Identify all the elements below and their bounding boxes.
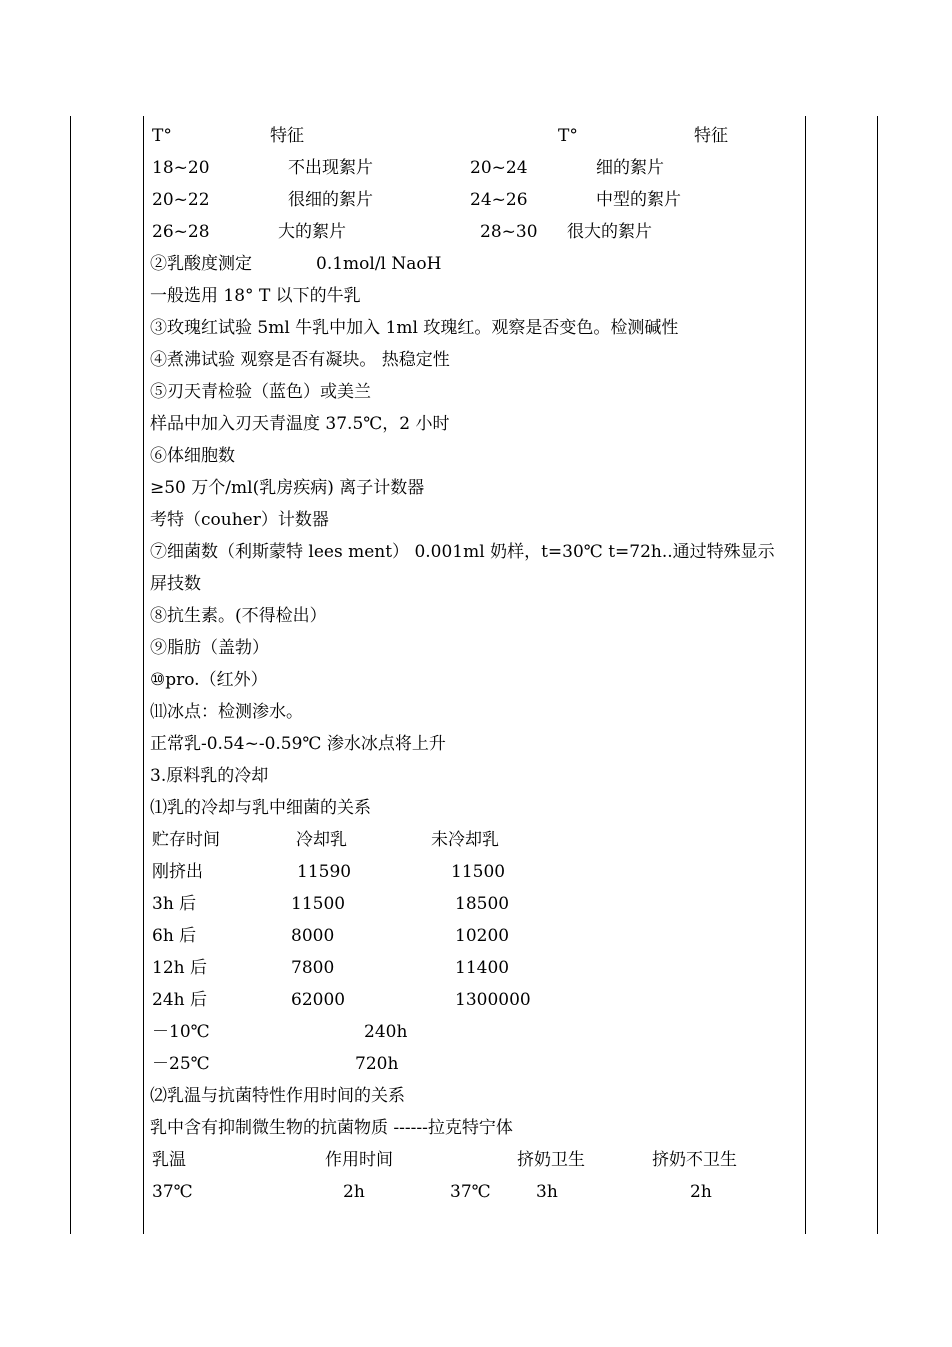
text-cell: ≥50 万个/ml(乳房疾病) 离子计数器 [150, 478, 425, 498]
text-cell: ④煮沸试验 观察是否有凝块。 热稳定性 [150, 350, 450, 370]
text-cell: ⑩pro.（红外） [150, 670, 268, 690]
text-line [0, 382, 952, 414]
text-line [0, 702, 952, 734]
text-cell: 未冷却乳 [431, 830, 499, 850]
text-cell: 刚挤出 [152, 862, 203, 882]
text-line [0, 1086, 952, 1118]
text-cell: ⑴乳的冷却与乳中细菌的关系 [150, 798, 371, 818]
text-line [0, 606, 952, 638]
text-cell: 3h 后 [152, 894, 197, 914]
text-line [0, 254, 952, 286]
text-line [0, 478, 952, 510]
text-line [0, 1054, 952, 1086]
text-line [0, 158, 952, 190]
text-cell: 11400 [455, 958, 510, 978]
text-cell: ⑨脂肪（盖勃） [150, 638, 269, 658]
text-cell: 18500 [455, 894, 510, 914]
text-cell: 挤奶卫生 [517, 1150, 585, 1170]
text-cell: 12h 后 [152, 958, 207, 978]
text-line [0, 1022, 952, 1054]
text-line [0, 926, 952, 958]
text-cell: 62000 [291, 990, 346, 1010]
text-cell: 240h [364, 1022, 408, 1042]
text-cell: 屏技数 [150, 574, 201, 594]
text-cell: 特征 [270, 126, 304, 146]
text-cell: 6h 后 [152, 926, 197, 946]
text-cell: 挤奶不卫生 [652, 1150, 737, 1170]
text-line [0, 126, 952, 158]
text-cell: 2h [343, 1182, 365, 1202]
text-cell: 很细的絮片 [288, 190, 373, 210]
text-cell: 20~24 [470, 158, 528, 178]
text-cell: ③玫瑰红试验 5ml 牛乳中加入 1ml 玫瑰红。观察是否变色。检测碱性 [150, 318, 679, 338]
text-cell: 24~26 [470, 190, 528, 210]
text-cell: 2h [690, 1182, 712, 1202]
text-line [0, 222, 952, 254]
text-cell: 28~30 [480, 222, 538, 242]
text-cell: ⑵乳温与抗菌特性作用时间的关系 [150, 1086, 405, 1106]
text-line [0, 958, 952, 990]
text-cell: ⑧抗生素。(不得检出） [150, 606, 327, 626]
text-cell: ⑥体细胞数 [150, 446, 235, 466]
text-cell: 细的絮片 [596, 158, 664, 178]
text-line [0, 670, 952, 702]
text-line [0, 1150, 952, 1182]
text-line [0, 286, 952, 318]
text-line [0, 542, 952, 574]
text-cell: 3h [536, 1182, 558, 1202]
text-line [0, 894, 952, 926]
text-cell: 26~28 [152, 222, 210, 242]
text-cell: ⑾冰点：检测渗水。 [150, 702, 303, 722]
text-line [0, 638, 952, 670]
text-cell: 3.原料乳的冷却 [150, 766, 269, 786]
text-cell: 8000 [291, 926, 335, 946]
text-cell: T° [152, 126, 172, 146]
text-cell: 冷却乳 [296, 830, 347, 850]
text-line [0, 1118, 952, 1150]
text-line [0, 414, 952, 446]
text-cell: ⑤刃天青检验（蓝色）或美兰 [150, 382, 371, 402]
text-cell: ⑦细菌数（利斯蒙特 lees ment） 0.001ml 奶样，t=30℃ t=72h..通过特殊显示 [150, 542, 775, 562]
text-cell: 1300000 [455, 990, 531, 1010]
text-cell: 0.1mol/l NaoH [316, 254, 442, 274]
text-line [0, 190, 952, 222]
text-cell: 11500 [451, 862, 506, 882]
text-cell: 37℃ [152, 1182, 193, 1202]
text-cell: 乳温 [152, 1150, 186, 1170]
text-line [0, 350, 952, 382]
text-cell: －10℃ [152, 1022, 210, 1042]
text-line [0, 798, 952, 830]
text-cell: 贮存时间 [152, 830, 220, 850]
text-line [0, 766, 952, 798]
text-cell: 考特（couher）计数器 [150, 510, 329, 530]
text-cell: 样品中加入刃天青温度 37.5℃，2 小时 [150, 414, 450, 434]
text-cell: 很大的絮片 [567, 222, 652, 242]
text-cell: 大的絮片 [278, 222, 346, 242]
text-cell: ②乳酸度测定 [150, 254, 252, 274]
text-cell: 7800 [291, 958, 335, 978]
text-cell: 11500 [291, 894, 346, 914]
text-cell: 不出现絮片 [288, 158, 373, 178]
text-cell: 正常乳-0.54~-0.59℃ 渗水冰点将上升 [150, 734, 446, 754]
text-cell: 11590 [297, 862, 352, 882]
text-line [0, 862, 952, 894]
text-cell: 720h [355, 1054, 399, 1074]
text-cell: T° [558, 126, 578, 146]
text-cell: 37℃ [450, 1182, 491, 1202]
text-cell: 18~20 [152, 158, 210, 178]
text-line [0, 574, 952, 606]
text-cell: 乳中含有抑制微生物的抗菌物质 ------拉克特宁体 [150, 1118, 513, 1138]
text-cell: 10200 [455, 926, 510, 946]
text-cell: 一般选用 18° T 以下的牛乳 [150, 286, 361, 306]
text-cell: 作用时间 [325, 1150, 393, 1170]
text-cell: 20~22 [152, 190, 210, 210]
text-line [0, 318, 952, 350]
text-line [0, 1182, 952, 1214]
text-line [0, 446, 952, 478]
text-cell: 24h 后 [152, 990, 207, 1010]
text-line [0, 830, 952, 862]
text-cell: －25℃ [152, 1054, 210, 1074]
text-line [0, 510, 952, 542]
text-line [0, 990, 952, 1022]
text-cell: 中型的絮片 [596, 190, 681, 210]
text-line [0, 734, 952, 766]
text-cell: 特征 [694, 126, 728, 146]
